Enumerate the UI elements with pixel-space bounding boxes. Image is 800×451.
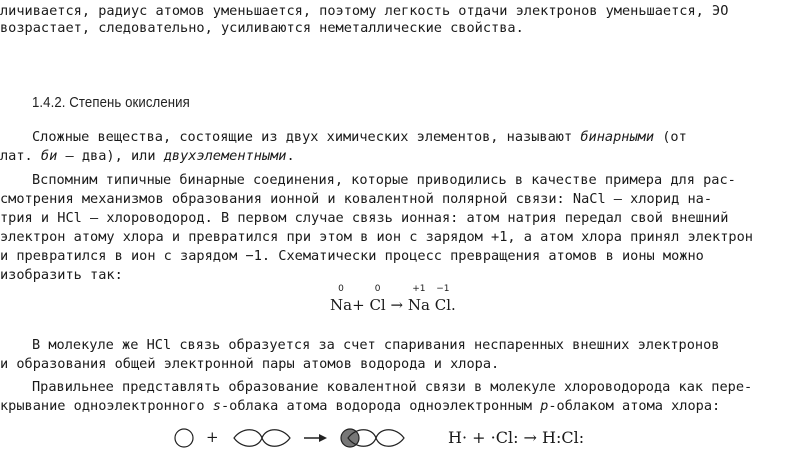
text-span: крывание одноэлектронного <box>0 398 213 414</box>
paragraph-line <box>0 147 295 165</box>
text-span: лат. <box>0 148 41 164</box>
operator: + <box>352 296 365 314</box>
symbol: Cl <box>434 296 451 314</box>
formula-element <box>369 284 386 314</box>
text-span: — два), или <box>57 148 164 164</box>
paragraph-line: и образования общей электронной пары атомов водорода и хлора. <box>0 356 500 372</box>
plus-sign: + <box>206 428 219 446</box>
oxidation-state: +1 <box>412 284 426 294</box>
text-span: Сложные вещества, состоящие из двух химических элементов, называют <box>32 129 581 145</box>
s-orbital-icon <box>175 429 193 447</box>
text-span: -облака атома водорода одноэлектронным <box>220 398 541 414</box>
paragraph-line <box>32 128 687 146</box>
paragraph-line: смотрения механизмов образования ионной и ковалентной полярной связи: NaCl — хлорид на- <box>0 191 713 207</box>
text-line: возрастает, следовательно, усиливаются неметаллические свойства. <box>0 20 524 36</box>
paragraph-line <box>0 397 720 415</box>
symbol: Cl <box>369 296 386 314</box>
term-binary: бинарными <box>580 129 655 145</box>
paragraph-line: В молекуле же HCl связь образуется за счет спаривания неспаренных внешних электронов <box>32 337 720 353</box>
term-two-element: двухэлементными <box>163 148 287 164</box>
paragraph-line: и превратился в ион с зарядом −1. Схематически процесс превращения атомов в ионы можно <box>0 248 704 264</box>
symbol: Na <box>330 296 353 314</box>
text-span: -облаком атома хлора: <box>548 398 721 414</box>
formula-element <box>434 284 451 314</box>
term-p: p <box>540 398 549 414</box>
lewis-equation: H· + ·Cl: → H:Cl: <box>448 428 585 447</box>
formula-element <box>407 284 430 314</box>
oxidation-state: −1 <box>436 284 450 294</box>
oxidation-state: 0 <box>374 284 381 294</box>
reaction-arrow: → <box>390 296 404 314</box>
paragraph-line: Вспомним типичные бинарные соединения, которые приводились в качестве примера для рас- <box>32 172 736 188</box>
paragraph-line: трия и HCl — хлороводород. В первом случае связь ионная: атом натрия передал свой внешний <box>0 210 729 226</box>
oxidation-state: 0 <box>338 284 344 294</box>
p-orbital-icon <box>234 430 290 447</box>
ionic-equation <box>330 284 456 314</box>
formula-element <box>330 284 353 314</box>
text-line: личивается, радиус атомов уменьшается, поэтому легкость отдачи электронов уменьшается, ЭО <box>0 3 729 19</box>
text-span: (от <box>654 129 687 145</box>
paragraph-line: изобразить так: <box>0 267 123 283</box>
term-s: s <box>212 398 221 414</box>
term-bi: би <box>40 148 58 164</box>
arrow-head-icon <box>319 434 327 442</box>
symbol: Na <box>407 296 430 314</box>
paragraph-line: электрон атому хлора и превратился при этом в ион с зарядом +1, а атом хлора принял электрон <box>0 229 753 245</box>
text-span: . <box>286 148 295 164</box>
period: . <box>451 296 456 314</box>
section-heading: 1.4.2. Степень окисления <box>32 94 190 111</box>
paragraph-line: Правильнее представлять образование ковалентной связи в молекуле хлороводорода как пере- <box>32 379 753 395</box>
